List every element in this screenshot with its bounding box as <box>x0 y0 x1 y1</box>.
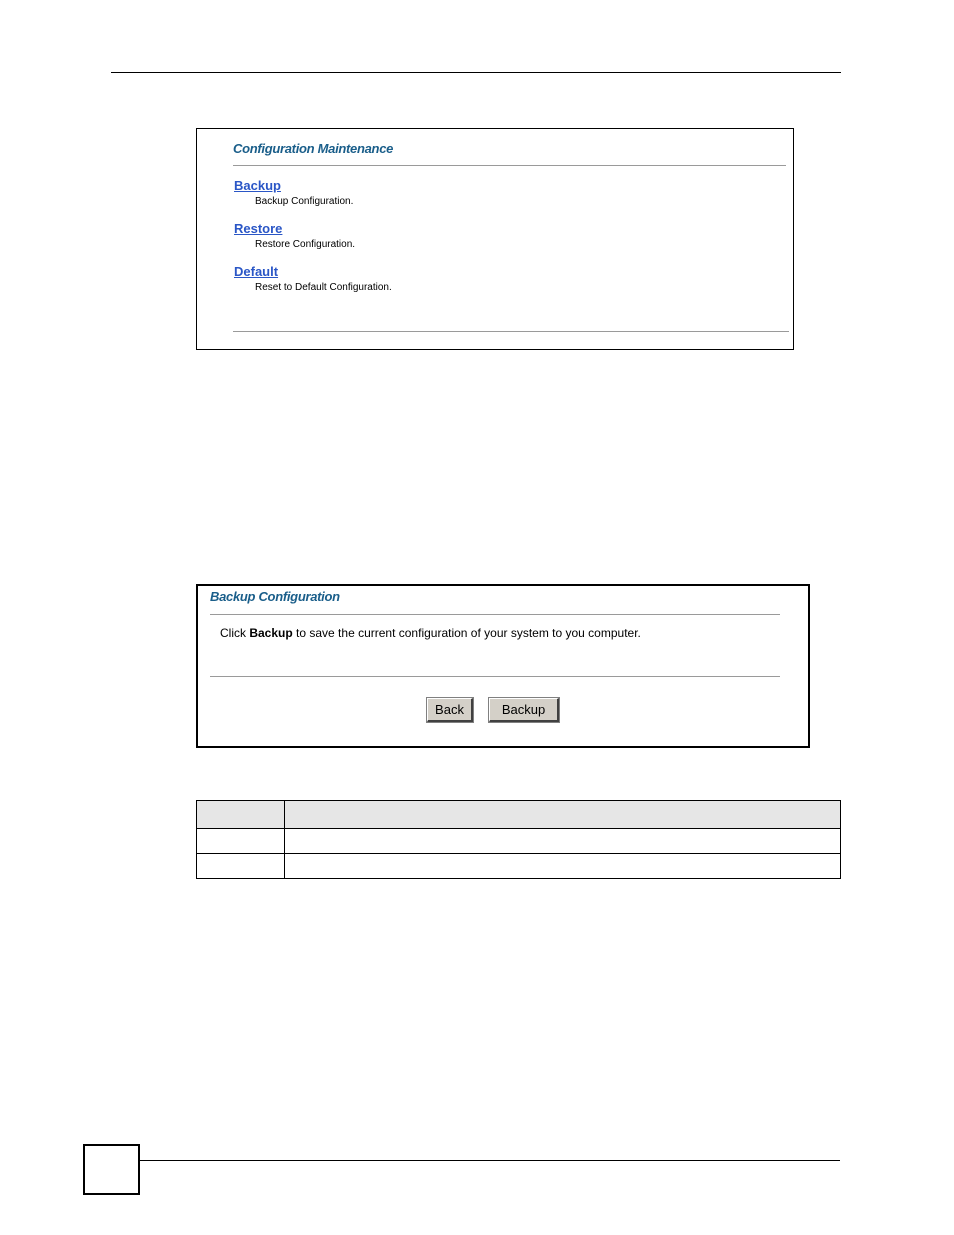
table-cell <box>197 854 285 879</box>
backup-configuration-panel <box>196 584 810 748</box>
divider <box>233 331 789 332</box>
table-header-cell <box>197 801 285 829</box>
backup-configuration-title: Backup Configuration <box>210 589 340 604</box>
divider <box>233 165 786 166</box>
backup-instruction <box>220 626 641 640</box>
divider <box>210 676 780 677</box>
page-footer-rule <box>140 1160 840 1161</box>
default-link[interactable]: Default <box>234 264 279 279</box>
backup-button[interactable]: Backup <box>489 698 559 722</box>
restore-link[interactable]: Restore <box>234 221 283 236</box>
divider <box>210 614 780 615</box>
table-row <box>197 854 841 879</box>
restore-description: Restore Configuration. <box>255 239 356 250</box>
backup-description: Backup Configuration. <box>255 196 354 207</box>
page-number-box <box>83 1144 140 1195</box>
instruction-prefix: Click <box>220 626 250 640</box>
instruction-suffix: to save the current configuration of your system to you computer. <box>292 626 641 640</box>
configuration-maintenance-panel <box>196 128 794 350</box>
back-button[interactable]: Back <box>427 698 473 722</box>
backup-link[interactable]: Backup <box>234 178 281 193</box>
configuration-maintenance-title: Configuration Maintenance <box>233 141 394 156</box>
description-table <box>196 800 841 879</box>
table-row <box>197 829 841 854</box>
page-header-rule <box>111 72 841 73</box>
table-cell <box>285 829 841 854</box>
table-cell <box>285 854 841 879</box>
instruction-bold: Backup <box>249 626 293 640</box>
default-description: Reset to Default Configuration. <box>255 282 392 293</box>
table-cell <box>197 829 285 854</box>
table-header-row <box>197 801 841 829</box>
table-header-cell <box>285 801 841 829</box>
